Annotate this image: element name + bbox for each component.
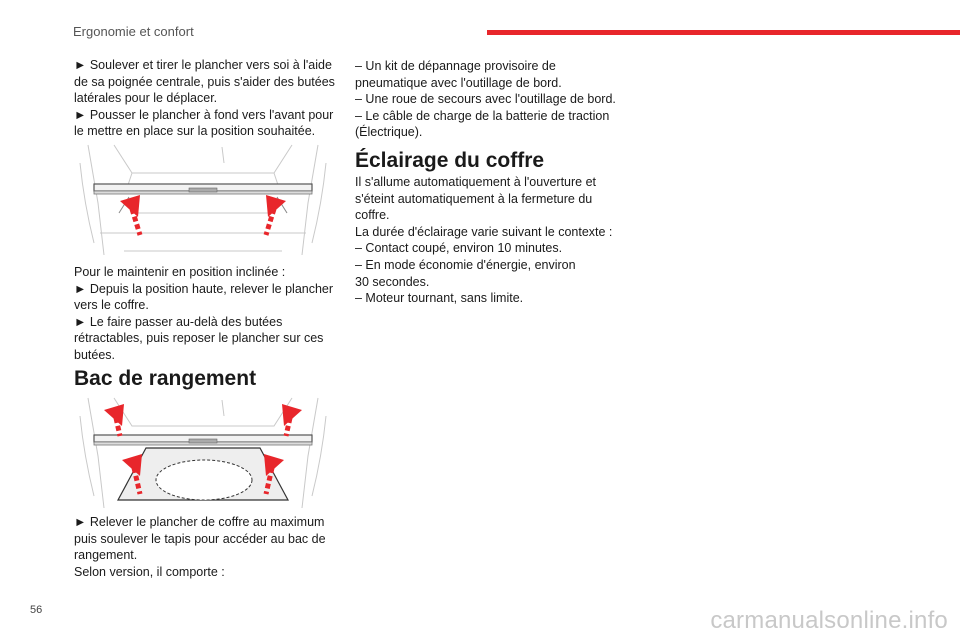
text-line: La durée d'éclairage varie suivant le contexte : <box>355 224 613 239</box>
text-line: latérales pour le déplacer. <box>74 91 218 106</box>
text-line: le mettre en place sur la position souhaitée. <box>74 124 316 139</box>
right-column <box>355 58 620 141</box>
text-line: ► Soulever et tirer le plancher vers soi à l'aide <box>74 58 332 72</box>
watermark: carmanualsonline.info <box>710 607 948 634</box>
text-line: coffre. <box>355 208 390 223</box>
text-line: Il s'allume automatiquement à l'ouverture et <box>355 175 597 189</box>
text-line: – En mode économie d'énergie, environ <box>355 257 576 272</box>
text-line: ► Depuis la position haute, relever le plancher <box>74 281 334 296</box>
text-line: Pour le maintenir en position inclinée : <box>74 265 286 279</box>
text-line: (Électrique). <box>355 125 423 140</box>
text-line: puis soulever le tapis pour accéder au bac de <box>74 531 326 546</box>
right-body-text <box>355 174 620 307</box>
text-line: rétractables, puis reposer le plancher sur ces <box>74 331 324 346</box>
text-line: Selon version, il comporte : <box>74 564 225 579</box>
section-title-eclairage-du-coffre: Éclairage du coffre <box>355 149 545 172</box>
header-accent-bar <box>487 30 960 35</box>
text-line: – Le câble de charge de la batterie de traction <box>355 108 610 123</box>
text-line: – Une roue de secours avec l'outillage de bord. <box>355 92 616 107</box>
page-number: 56 <box>30 604 43 616</box>
text-line: – Un kit de dépannage provisoire de <box>355 59 556 73</box>
text-line: ► Le faire passer au-delà des butées <box>74 314 283 329</box>
text-line: s'éteint automatiquement à la fermeture du <box>355 191 593 206</box>
text-line: – Contact coupé, environ 10 minutes. <box>355 241 563 256</box>
left-middle-text <box>74 264 339 364</box>
text-line: 30 secondes. <box>355 274 430 289</box>
trunk-floor-illustration <box>74 143 332 258</box>
text-line: pneumatique avec l'outillage de bord. <box>355 75 562 90</box>
text-line: ► Relever le plancher de coffre au maximum <box>74 515 325 529</box>
text-line: butées. <box>74 347 116 362</box>
text-line: de sa poignée centrale, puis s'aider des butées <box>74 74 335 89</box>
text-line: rangement. <box>74 548 138 563</box>
storage-bin-illustration <box>74 396 332 511</box>
left-column <box>74 57 339 140</box>
text-line: ► Pousser le plancher à fond vers l'avant pour <box>74 107 334 122</box>
text-line: – Moteur tournant, sans limite. <box>355 291 524 306</box>
section-title-bac-de-rangement: Bac de rangement <box>74 367 257 390</box>
running-header-title: Ergonomie et confort <box>73 24 194 39</box>
text-line: vers le coffre. <box>74 298 149 313</box>
left-bottom-text <box>74 514 339 580</box>
